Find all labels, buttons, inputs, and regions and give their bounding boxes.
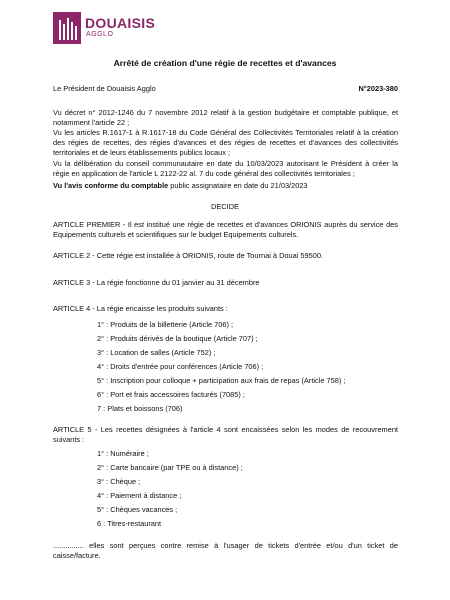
article-5-item: 2° : Carte bancaire (par TPE ou à distance) ; [97,463,243,472]
article-4-item: 4° : Droits d'entrée pour conférences (Article 706) ; [97,362,264,371]
article-4-item: 6° : Port et frais accessoires facturés (7085) ; [97,390,245,399]
article-4-item: 2° : Produits dérivés de la boutique (Article 707) ; [97,334,258,343]
decide-heading: DECIDE [211,202,239,211]
logo-text: DOUAISIS [85,15,156,31]
article-3: ARTICLE 3 - La régie fonctionne du 01 janvier au 31 décembre [53,278,260,287]
logo-emblem-icon [53,12,81,44]
article-5: ARTICLE 5 - Les recettes désignées à l'article 4 sont encaissées selon les modes de recouvrement suivants : [53,425,398,444]
final-paragraph: ............... elles sont perçues contre remise à l'usager de tickets d'entrée et/ou d'un ticket de caisse/facture. [53,541,398,560]
article-2: ARTICLE 2 - Cette régie est installée à ORIONIS, route de Tournai à Douai 59500. [53,251,324,260]
article-5-item: 1° : Numéraire ; [97,449,149,458]
article-5-item: 5° : Chèques vacances ; [97,505,178,514]
douaisis-agglo-logo [53,12,163,46]
article-4: ARTICLE 4 - La régie encaisse les produits suivants : [53,304,228,313]
vu-paragraph-1: Vu décret n° 2012-1246 du 7 novembre 2012 relatif à la gestion budgétaire et comptable publique, et notamment l'article 22 ; [53,108,398,127]
article-4-item: 3° : Location de salles (Article 752) ; [97,348,216,357]
vu-paragraph-3: Vu la délibération du conseil communautaire en date du 10/03/2023 autorisant le Président à créer la régie en application de l'article L 2122-22 al. 7 du code général des collectivités territoriales ; [53,159,398,178]
decree-number: N°2023-380 [358,84,398,93]
article-4-item: 5° : Inscription pour colloque + participation aux frais de repas (Article 758) ; [97,376,346,385]
vu-paragraph-2: Vu les articles R.1617-1 à R.1617-18 du Code Général des Collectivités Territoriales relatif à la création des régies de recettes, des régies d'avances et des régies de recettes et d'avances des collectivités territoriales et de leurs établissements publics locaux ; [53,128,398,157]
article-5-item: 6 : Titres-restaurant [97,519,162,528]
article-4-item: 1° : Produits de la billetterie (Article 706) ; [97,320,234,329]
vu-paragraph-4 [53,181,398,191]
vu-paragraph-4-bold: Vu l'avis conforme du comptable [53,181,169,190]
article-5-item: 3° : Chèque ; [97,477,141,486]
document-title: Arrêté de création d'une régie de recettes et d'avances [113,58,337,68]
article-4-item: 7 : Plats et boissons (706) [97,404,183,413]
author-line: Le Président de Douaisis Agglo [53,84,156,93]
article-1: ARTICLE PREMIER - Il est institué une régie de recettes et d'avances ORIONIS auprès du service des Equipements culturels et scientifiques sur le budget Equipements culturels. [53,220,398,239]
logo-subtext: AGGLO [86,31,114,38]
vu-paragraph-4-rest: public assignataire en date du 21/03/2023 [168,181,308,190]
article-5-item: 4° : Paiement à distance ; [97,491,182,500]
